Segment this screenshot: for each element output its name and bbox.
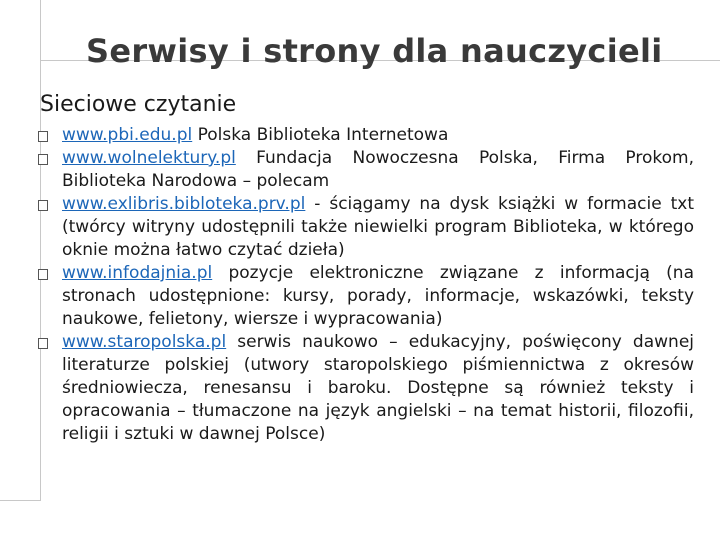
list-item-staropolska <box>38 331 694 446</box>
item-description: Polska Biblioteka Internetowa <box>192 125 449 145</box>
checkbox-bullet-icon <box>38 131 48 142</box>
link-exlibris[interactable]: www.exlibris.bibloteka.prv.pl <box>62 194 306 214</box>
decorative-frame-left <box>0 0 41 501</box>
list-item-exlibris <box>38 193 694 262</box>
list-item-pbi <box>38 124 694 147</box>
item-description: pozycje elektroniczne związane z informacją (na stronach udostępnione: kursy, porady, informacje, wskazówki, teksty naukowe, felietony, wiersze i wypracowania) <box>62 263 694 329</box>
resource-list <box>38 124 694 446</box>
checkbox-bullet-icon <box>38 338 48 349</box>
list-item-infodajnia <box>38 262 694 331</box>
link-staropolska[interactable]: www.staropolska.pl <box>62 332 227 352</box>
section-heading: Sieciowe czytanie <box>40 92 237 117</box>
link-infodajnia[interactable]: www.infodajnia.pl <box>62 263 213 283</box>
checkbox-bullet-icon <box>38 269 48 280</box>
item-description: serwis naukowo – edukacyjny, poświęcony dawnej literaturze polskiej (utwory staropolskiego piśmiennictwa z okresów średniowiecza, renesansu i baroku. Dostępne są również teksty i opracowania – tłumaczone na język angielski – na temat historii, filozofii, religii i sztuki w dawnej Polsce) <box>62 332 694 444</box>
link-wolnelektury[interactable]: www.wolnelektury.pl <box>62 148 236 168</box>
item-description: Fundacja Nowoczesna Polska, Firma Prokom, Biblioteka Narodowa – polecam <box>62 148 694 191</box>
checkbox-bullet-icon <box>38 200 48 211</box>
list-item-wolnelektury <box>38 147 694 193</box>
link-pbi[interactable]: www.pbi.edu.pl <box>62 125 193 145</box>
checkbox-bullet-icon <box>38 154 48 165</box>
slide-title: Serwisy i strony dla nauczycieli <box>86 32 663 70</box>
item-description: - ściągamy na dysk książki w formacie txt (twórcy witryny udostępnili także niewielki program Biblioteka, w którego oknie można łatwo czytać dzieła) <box>62 194 694 260</box>
